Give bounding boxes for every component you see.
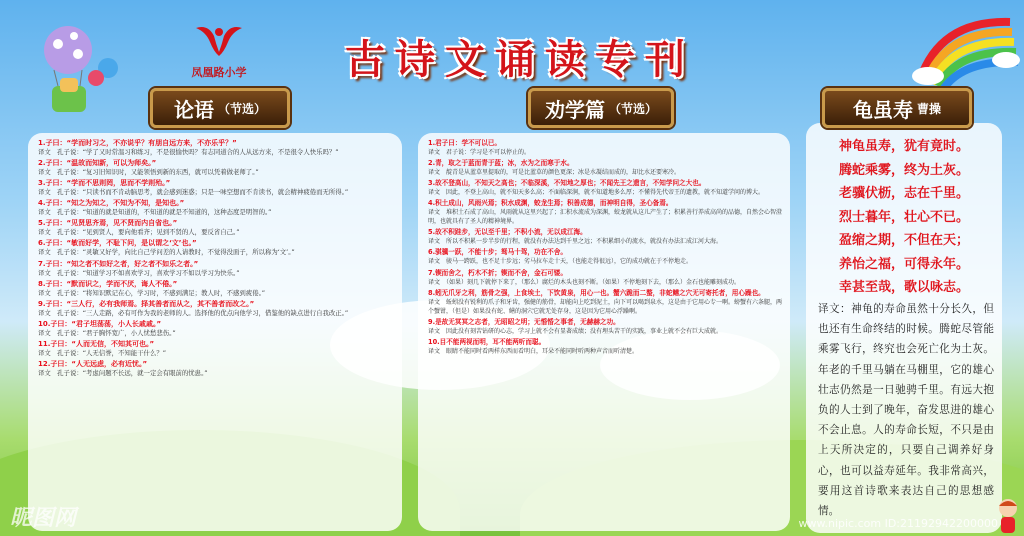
quanxue-entry-list: [428, 139, 782, 358]
poem-line: 腾蛇乘雾，终为土灰。: [838, 162, 969, 178]
translation-line: 译文 孔子说：“君子胸怀宽广，小人忧愁悲伤。”: [38, 328, 176, 337]
list-item: [428, 159, 782, 177]
guishishou-author: 曹操: [916, 101, 941, 116]
poem-lines: [806, 135, 1002, 300]
quote-line: 3.子曰：“学而不思则罔，思而不学则殆。”: [38, 179, 171, 188]
list-item: [428, 269, 782, 287]
translation-line: 译文 孔子说：“学了又时常温习和练习，不是很愉快吗？有志同道合的人从远方来，不是很令人快乐吗？”: [38, 148, 339, 156]
list-item: [428, 248, 782, 266]
watermark-text: [799, 517, 999, 530]
quote-line: 12.子曰：“人无远虑，必有近忧。”: [38, 360, 148, 369]
list-item: [38, 280, 394, 298]
page-title: 古诗文诵读专刊: [345, 35, 695, 83]
list-item: [428, 139, 782, 157]
translation-line: 译文 孔子说：“复习旧知识时，又能领悟到新的东西，就可以凭着做老师了。”: [38, 168, 259, 177]
list-item: [428, 338, 782, 356]
guishishou-panel: [806, 123, 1002, 533]
poem-line: 幸甚至哉，歌以咏志。: [838, 280, 969, 295]
quote-line: 6.子曰：“敏而好学，不耻下问，是以谓之‘文’也。”: [38, 239, 197, 248]
quote-line: 5.故不积跬步，无以至千里；不积小流，无以成江海。: [428, 228, 587, 237]
quote-line: 5.子曰：“见贤思齐焉，见不贤而内自省也。”: [38, 219, 178, 228]
translation-line: 译文 孔子说：“将知识默记在心，学习时，不感到满足；教人时，不感到疲倦。”: [38, 288, 266, 297]
quote-line: 11.子曰：“人而无信，不知其可也。”: [38, 339, 155, 348]
poem-line: 老骥伏枥，志在千里。: [838, 186, 969, 201]
list-item: [428, 228, 782, 246]
quote-line: 8.子曰：“默而识之，学而不厌，诲人不倦。”: [38, 279, 178, 288]
translation-line: 译文 蚯蚓没有锐利的爪子和牙齿，强健的筋骨，却能向上吃到泥土，向下可以喝到泉水，这是由于它用心专一啊。螃蟹有六条腿，两个蟹钳，（但是）如果没有蛇、鳝的洞穴它就无处存身，这是因为它用心浮躁啊。: [428, 298, 783, 315]
guishishou-title: 龟虽寿: [852, 97, 913, 122]
list-item: [38, 199, 394, 217]
guishishou-banner: [822, 88, 972, 128]
translation-line: 译文 孔子说：“只读书而不肯动脑思考，就会感到迷惑；只是一味空想而不肯读书，就会精神疲倦而无所得。”: [38, 188, 349, 197]
list-item: [428, 179, 782, 197]
list-item: [38, 219, 394, 237]
lunyu-entry-list: [38, 139, 394, 380]
list-item: [428, 289, 782, 316]
translation-line: 译文 因此，不登上高山，就不知天多么高；不面临深涧，就不知道地多么厚；不懂得先代帝王的遗教，就不知道学问的博大。: [428, 189, 765, 197]
lunyu-title: 论语: [173, 97, 214, 122]
quote-line: 2.子曰：“温故而知新，可以为师矣。”: [38, 159, 157, 168]
translation-line: 译文 靛青是从蓝草里提取的，可是比蓝草的颜色更深；冰是水凝结而成的，却比水还要寒冷。: [428, 169, 681, 177]
list-item: [38, 360, 394, 378]
translation-line: 译文 堆积土石成了高山，风雨就从这里兴起了；汇积水流成为深渊，蛟龙就从这儿产生了；积累善行养成高尚的品德，自然会心智澄明，也就具有了圣人的精神境界。: [428, 209, 783, 226]
lunyu-subtitle: （节选）: [217, 101, 266, 116]
watermark-logo: 昵图网: [10, 506, 77, 531]
translation-line: 译文 骏马一跨跃，也不足十步远；劣马拉车走十天，（也能走得很远），它的成功就在于不停地走。: [428, 258, 693, 266]
quote-line: 10.子曰：“君子坦荡荡，小人长戚戚。”: [38, 319, 162, 328]
poem-translation: 译文：神龟的寿命虽然十分长久，但也还有生命终结的时候。腾蛇尽管能乘雾飞行，终究也会死亡化为土灰。年老的千里马躺在马棚里，它的雄心壮志仍然是一日驰骋千里。有远大抱负的人士到了晚年，奋发思进的雄心不会止息。人的寿命长短，不只是由上天所决定的，只要自己调养好身心，也可以益寿延年。我非常高兴，要用这首诗歌来表达自己的思想感情。: [818, 303, 994, 518]
translation-line: 译文 君子说：学习是不可以停止的。: [428, 149, 531, 156]
poem-line: 烈士暮年，壮心不已。: [838, 209, 969, 225]
quote-line: 4.积土成山，风雨兴焉；积水成渊，蛟龙生焉；积善成德，而神明自得，圣心备焉。: [428, 199, 673, 208]
cartoon-kid-icon: [992, 496, 1024, 536]
translation-line: 译文 孔子说：“人无信誉，不知能干什么？”: [38, 348, 167, 357]
list-item: [38, 159, 394, 177]
school-name: 凤凰路小学: [191, 66, 247, 79]
quote-line: 4.子曰：“知之为知之，不知为不知，是知也。”: [38, 199, 185, 208]
quanxue-banner: [528, 88, 674, 128]
lunyu-panel: [28, 133, 402, 531]
translation-line: 译文 孔子说：“见到贤人，要向他看齐；见到不贤的人，要反省自己。”: [38, 228, 240, 237]
translation-line: 译文 因此没有刻苦钻研的心志，学习上就不会有显著成绩；没有埋头苦干的实践，事业上就不会有巨大成就。: [428, 327, 723, 335]
translation-line: 译文 孔子说：“知道学习不如喜欢学习，喜欢学习不如以学习为快乐。”: [38, 268, 240, 277]
watermark-url: www.nipic.com: [798, 517, 882, 530]
translation-line: 译文 孔子说：“考虑问题不长远，就一定会有眼前的忧患。”: [38, 369, 208, 378]
list-item: [38, 320, 394, 338]
quote-line: 8.蚓无爪牙之利，筋骨之强，上食埃土，下饮黄泉，用心一也。蟹六跪而二螯，非蛇鳝之穴无可寄托者，用心躁也。: [428, 288, 765, 297]
quanxue-subtitle: （节选）: [608, 101, 657, 116]
quote-line: 9.子曰：“三人行，必有我师焉。择其善者而从之，其不善者而改之。”: [38, 299, 255, 308]
watermark-id: ID:21192942200000: [884, 517, 998, 530]
list-item: [38, 139, 394, 157]
phoenix-logo-icon: [192, 22, 246, 58]
quote-line: 1.子曰：“学而时习之，不亦说乎？有朋自远方来，不亦乐乎？”: [38, 139, 237, 147]
poem-line: 盈缩之期，不但在天；: [838, 233, 969, 248]
quote-line: 7.锲而舍之，朽木不折；锲而不舍，金石可镂。: [428, 268, 567, 277]
list-item: [38, 340, 394, 358]
translation-line: 译文 孔子说：“知道的就是知道的，不知道的就是不知道的，这种态度是明智的。”: [38, 208, 272, 217]
list-item: [428, 199, 782, 226]
quote-line: 9.是故无冥冥之志者，无昭昭之明；无惛惛之事者，无赫赫之功。: [428, 317, 620, 326]
school-logo: [182, 22, 256, 82]
quanxue-panel: [418, 133, 790, 531]
list-item: [428, 318, 782, 336]
list-item: [38, 300, 394, 318]
poem-line: 神龟虽寿，犹有竟时。: [838, 139, 969, 154]
quote-line: 1.君子曰：学不可以已。: [428, 139, 502, 147]
list-item: [38, 260, 394, 278]
list-item: [38, 239, 394, 257]
quote-line: 2.青，取之于蓝而青于蓝；冰，水为之而寒于水。: [428, 159, 574, 168]
quote-line: 6.骐骥一跃，不能十步；驽马十驾，功在不舍。: [428, 248, 567, 257]
poem-line: 养怡之福，可得永年。: [838, 256, 969, 272]
lunyu-banner: [150, 88, 290, 128]
list-item: [38, 179, 394, 197]
rainbow-icon: [910, 10, 1020, 88]
translation-line: 译文 （如果）刻几下就停下来了，（那么）腐烂的木头也刻不断。（如果）不停地刻下去，（那么）金石也能雕刻成功。: [428, 278, 741, 286]
hot-air-balloon-icon: [30, 20, 126, 120]
translation-line: 译文 孔子说：“灵敏又好学，向比自己学问差的人请教时，不觉得没面子，所以称为‘文’。”: [38, 248, 295, 257]
translation-line: 译文 孔子说：“三人走路，必有可作为我的老师的人。选择他的优点向他学习，借鉴他的缺点进行自我改正。”: [38, 308, 349, 317]
quote-line: 7.子曰：“知之者不如好之者，好之者不如乐之者。”: [38, 259, 199, 268]
quote-line: 10.目不能两视而明，耳不能两听而聪。: [428, 337, 546, 346]
translation-line: 译文 眼睛不能同时看两样东西而看明白，耳朵不能同时听两种声音而听清楚。: [428, 347, 639, 355]
quanxue-title: 劝学篇: [544, 97, 605, 122]
quote-line: 3.故不登高山，不知天之高也；不临深溪，不知地之厚也；不闻先王之遗言，不知学问之大也。: [428, 179, 706, 188]
translation-line: 译文 所以不积累一步半步的行程，就没有办法达到千里之远；不积累细小的流水，就没有办法汇成江河大海。: [428, 238, 723, 246]
